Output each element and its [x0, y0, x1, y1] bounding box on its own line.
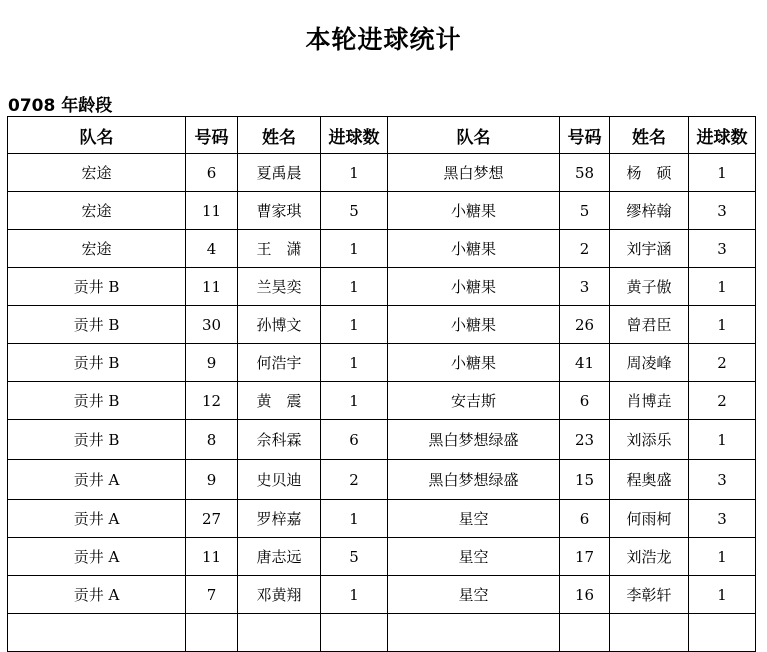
- player-name-cell: 曹家琪: [238, 192, 321, 230]
- team-cell: 贡井 A: [8, 538, 186, 576]
- player-name-cell: 曾君臣: [610, 306, 689, 344]
- team-cell: 小糖果: [388, 192, 560, 230]
- team-cell: 贡井 B: [8, 420, 186, 460]
- team-cell: 黑白梦想绿盛: [388, 420, 560, 460]
- number-cell: [186, 614, 238, 652]
- table-row: [8, 460, 756, 500]
- player-name-cell: [610, 614, 689, 652]
- player-name-cell: 何雨柯: [610, 500, 689, 538]
- team-cell: 小糖果: [388, 230, 560, 268]
- player-name-cell: 黄子傲: [610, 268, 689, 306]
- header-number: 号码: [186, 117, 238, 154]
- team-cell: 贡井 B: [8, 382, 186, 420]
- table-row: [8, 614, 756, 652]
- number-cell: 7: [186, 576, 238, 614]
- player-name-cell: 孙博文: [238, 306, 321, 344]
- player-name-cell: 刘添乐: [610, 420, 689, 460]
- number-cell: 17: [560, 538, 610, 576]
- table-row: [8, 192, 756, 230]
- player-name-cell: 杨 硕: [610, 154, 689, 192]
- table-row: [8, 500, 756, 538]
- header-number: 号码: [560, 117, 610, 154]
- goals-cell: [321, 614, 388, 652]
- goals-cell: 1: [689, 576, 756, 614]
- number-cell: 6: [560, 500, 610, 538]
- table-row: [8, 420, 756, 460]
- goals-cell: 1: [689, 154, 756, 192]
- player-name-cell: 刘宇涵: [610, 230, 689, 268]
- goals-cell: 3: [689, 230, 756, 268]
- number-cell: 30: [186, 306, 238, 344]
- player-name-cell: 周凌峰: [610, 344, 689, 382]
- player-name-cell: 肖博垚: [610, 382, 689, 420]
- table-row: [8, 306, 756, 344]
- goals-cell: 2: [321, 460, 388, 500]
- number-cell: 9: [186, 344, 238, 382]
- goals-cell: 2: [689, 344, 756, 382]
- player-name-cell: 王 潇: [238, 230, 321, 268]
- team-cell: 贡井 A: [8, 576, 186, 614]
- goals-cell: 1: [321, 230, 388, 268]
- goals-cell: 5: [321, 192, 388, 230]
- number-cell: 3: [560, 268, 610, 306]
- player-name-cell: [238, 614, 321, 652]
- team-cell: 安吉斯: [388, 382, 560, 420]
- player-name-cell: 佘科霖: [238, 420, 321, 460]
- player-name-cell: 夏禹晨: [238, 154, 321, 192]
- number-cell: 16: [560, 576, 610, 614]
- player-name-cell: 史贝迪: [238, 460, 321, 500]
- number-cell: 6: [560, 382, 610, 420]
- team-cell: 黑白梦想: [388, 154, 560, 192]
- team-cell: 贡井 B: [8, 344, 186, 382]
- goals-cell: 3: [689, 192, 756, 230]
- number-cell: 41: [560, 344, 610, 382]
- goals-cell: 1: [321, 306, 388, 344]
- team-cell: [388, 614, 560, 652]
- player-name-cell: 黄 震: [238, 382, 321, 420]
- goals-cell: 1: [689, 306, 756, 344]
- number-cell: 58: [560, 154, 610, 192]
- team-cell: 小糖果: [388, 306, 560, 344]
- table-row: [8, 268, 756, 306]
- team-cell: 黑白梦想绿盛: [388, 460, 560, 500]
- team-cell: 宏途: [8, 192, 186, 230]
- goals-cell: 6: [321, 420, 388, 460]
- number-cell: 2: [560, 230, 610, 268]
- team-cell: 小糖果: [388, 344, 560, 382]
- number-cell: 26: [560, 306, 610, 344]
- page-title: 本轮进球统计: [305, 25, 462, 54]
- goals-cell: 1: [321, 500, 388, 538]
- goals-cell: 1: [321, 576, 388, 614]
- number-cell: 15: [560, 460, 610, 500]
- number-cell: 12: [186, 382, 238, 420]
- team-cell: 宏途: [8, 154, 186, 192]
- player-name-cell: 唐志远: [238, 538, 321, 576]
- number-cell: 11: [186, 192, 238, 230]
- table-row: [8, 344, 756, 382]
- goals-cell: 1: [321, 382, 388, 420]
- player-name-cell: 兰昊奕: [238, 268, 321, 306]
- team-cell: 贡井 B: [8, 306, 186, 344]
- number-cell: 8: [186, 420, 238, 460]
- team-cell: 小糖果: [388, 268, 560, 306]
- table-row: [8, 576, 756, 614]
- team-cell: 宏途: [8, 230, 186, 268]
- player-name-cell: 刘浩龙: [610, 538, 689, 576]
- number-cell: 6: [186, 154, 238, 192]
- player-name-cell: 程奥盛: [610, 460, 689, 500]
- goals-cell: 2: [689, 382, 756, 420]
- player-name-cell: 缪梓翰: [610, 192, 689, 230]
- team-cell: 星空: [388, 538, 560, 576]
- team-cell: 星空: [388, 500, 560, 538]
- player-name-cell: 何浩宇: [238, 344, 321, 382]
- team-cell: [8, 614, 186, 652]
- player-name-cell: 罗梓嘉: [238, 500, 321, 538]
- table-row: [8, 230, 756, 268]
- goals-cell: 1: [689, 538, 756, 576]
- table-row: [8, 538, 756, 576]
- number-cell: 9: [186, 460, 238, 500]
- goals-cell: 1: [321, 154, 388, 192]
- header-goals: 进球数: [321, 117, 388, 154]
- section-heading: 0708 年龄段: [8, 96, 113, 116]
- header-team: 队名: [388, 117, 560, 154]
- goals-cell: 1: [689, 420, 756, 460]
- team-cell: 星空: [388, 576, 560, 614]
- goals-cell: 1: [321, 344, 388, 382]
- header-goals: 进球数: [689, 117, 756, 154]
- goal-stats-table: [7, 116, 756, 652]
- goals-cell: 3: [689, 460, 756, 500]
- goals-cell: 1: [689, 268, 756, 306]
- team-cell: 贡井 A: [8, 500, 186, 538]
- goals-cell: 3: [689, 500, 756, 538]
- number-cell: [560, 614, 610, 652]
- goals-cell: 5: [321, 538, 388, 576]
- team-cell: 贡井 A: [8, 460, 186, 500]
- header-name: 姓名: [238, 117, 321, 154]
- table-row: [8, 382, 756, 420]
- number-cell: 5: [560, 192, 610, 230]
- number-cell: 11: [186, 538, 238, 576]
- number-cell: 4: [186, 230, 238, 268]
- number-cell: 23: [560, 420, 610, 460]
- header-team: 队名: [8, 117, 186, 154]
- header-name: 姓名: [610, 117, 689, 154]
- number-cell: 11: [186, 268, 238, 306]
- player-name-cell: 邓黄翔: [238, 576, 321, 614]
- table-header-row: [8, 117, 756, 154]
- goals-cell: 1: [321, 268, 388, 306]
- number-cell: 27: [186, 500, 238, 538]
- table-row: [8, 154, 756, 192]
- player-name-cell: 李彰轩: [610, 576, 689, 614]
- team-cell: 贡井 B: [8, 268, 186, 306]
- goals-cell: [689, 614, 756, 652]
